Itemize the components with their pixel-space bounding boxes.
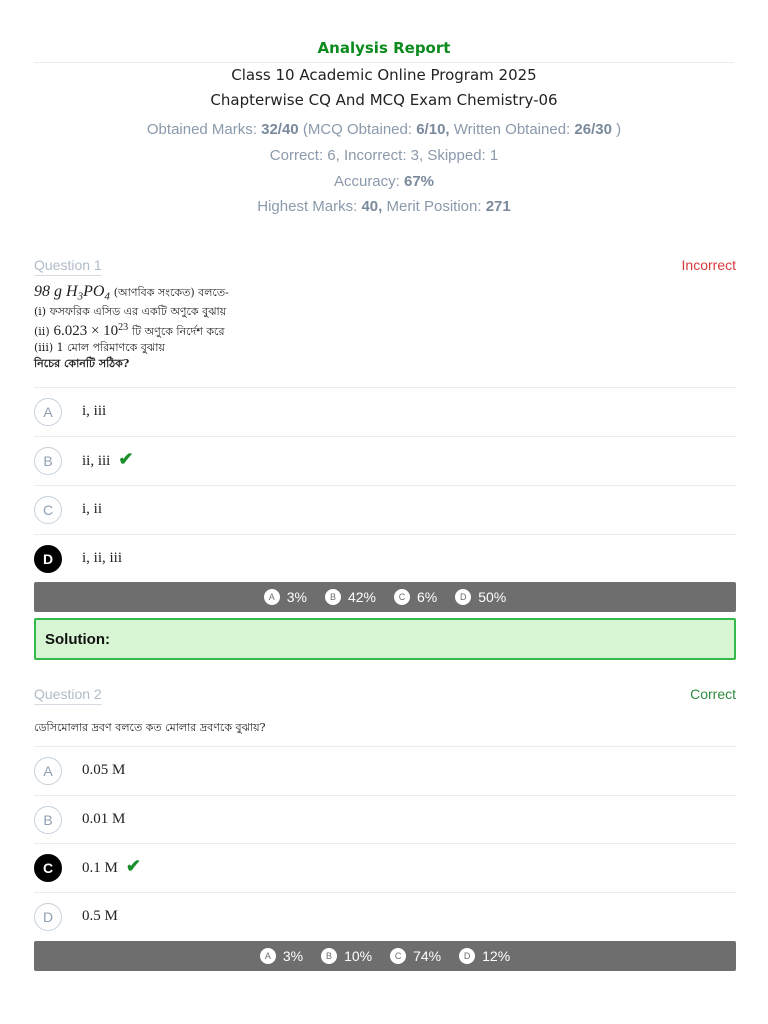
checkmark-icon: ✔ xyxy=(125,856,141,876)
question-1-option-a[interactable] xyxy=(34,387,736,436)
option-letter-b: B xyxy=(34,447,62,475)
question-1-option-b[interactable] xyxy=(34,436,736,485)
program-name: Class 10 Academic Online Program 2025 xyxy=(231,66,537,84)
answer-counts: Correct: 6, Incorrect: 3, Skipped: 1 xyxy=(269,147,499,164)
formula-mass: 98 g H xyxy=(34,283,78,300)
option-text-wrapper xyxy=(82,856,141,877)
option-text: 0.01 M xyxy=(82,811,126,827)
solution-label: Solution: xyxy=(45,631,110,648)
question-1-answer-distribution xyxy=(34,582,736,612)
formula-suffix: (আণবিক সংকেত) বলতে- xyxy=(113,286,229,299)
question-2-status: Correct xyxy=(690,686,736,702)
formula-sub-1: 3 xyxy=(77,290,84,303)
option-letter-d: D xyxy=(34,903,62,931)
distribution-item-a xyxy=(264,589,307,605)
distribution-percent-c: 74% xyxy=(413,948,442,964)
distribution-item-c xyxy=(394,589,437,605)
question-2-label: Question 2 xyxy=(34,686,102,705)
distribution-percent-b: 10% xyxy=(344,948,373,964)
merit-position-label: Merit Position: xyxy=(386,198,482,215)
distribution-item-d xyxy=(455,589,506,605)
question-2-answer-distribution xyxy=(34,941,736,971)
distribution-letter-a: A xyxy=(260,948,276,964)
statement-2-suffix: টি অণুকে নির্দেশ করে xyxy=(132,325,225,339)
option-text: i, iii xyxy=(82,403,107,419)
option-text: 0.1 M xyxy=(82,860,118,876)
distribution-letter-d: D xyxy=(455,589,471,605)
distribution-letter-c: C xyxy=(390,948,406,964)
merit-position-value: 271 xyxy=(485,198,511,215)
distribution-percent-d: 12% xyxy=(482,948,511,964)
question-1-prompt: নিচের কোনটি সঠিক? xyxy=(34,357,130,371)
distribution-item-b xyxy=(325,589,376,605)
question-2-option-a[interactable] xyxy=(34,746,736,795)
checkmark-icon: ✔ xyxy=(118,449,134,469)
option-text: i, ii xyxy=(82,501,103,517)
option-text: ii, iii xyxy=(82,453,111,469)
option-letter-b: B xyxy=(34,806,62,834)
distribution-letter-c: C xyxy=(394,589,410,605)
question-1-solution[interactable] xyxy=(34,618,736,660)
formula-mid: PO xyxy=(83,283,105,300)
distribution-letter-b: B xyxy=(325,589,341,605)
mcq-obtained-value: 6/10, xyxy=(416,121,450,138)
question-1-statement-3: (iii) 1 মোল পরিমাণকে বুঝায় xyxy=(34,341,165,355)
option-text: i, ii, iii xyxy=(82,550,123,566)
option-text-wrapper xyxy=(82,449,134,470)
question-1-option-c[interactable] xyxy=(34,485,736,534)
question-1-option-d[interactable] xyxy=(34,534,736,583)
mcq-obtained-label: (MCQ Obtained: xyxy=(302,121,413,138)
option-text: 0.5 M xyxy=(82,908,118,924)
highest-merit-line xyxy=(0,198,768,215)
accuracy-value: 67% xyxy=(404,173,435,190)
question-2-option-c[interactable] xyxy=(34,843,736,892)
distribution-item-a xyxy=(260,948,303,964)
highest-marks-value: 40, xyxy=(361,198,383,215)
avogadro-number: 6.023 × 10 xyxy=(53,323,119,340)
question-1-status: Incorrect xyxy=(681,257,736,273)
distribution-percent-a: 3% xyxy=(282,948,304,964)
formula-sub-2: 4 xyxy=(104,290,110,303)
question-2-option-d[interactable] xyxy=(34,892,736,941)
option-letter-a: A xyxy=(34,757,62,785)
accuracy-line xyxy=(0,173,768,190)
obtained-marks-label: Obtained Marks: xyxy=(146,121,257,138)
avogadro-exponent: 23 xyxy=(118,322,129,334)
question-1-label: Question 1 xyxy=(34,257,102,276)
highest-marks-label: Highest Marks: xyxy=(257,198,358,215)
option-letter-a: A xyxy=(34,398,62,426)
question-1-statement-2 xyxy=(34,320,229,340)
option-letter-d-selected: D xyxy=(34,545,62,573)
distribution-item-b xyxy=(321,948,372,964)
question-2-option-b[interactable] xyxy=(34,795,736,844)
written-obtained-close: ) xyxy=(616,121,622,138)
written-obtained-value: 26/30 xyxy=(574,121,612,138)
question-1-formula-line xyxy=(34,284,229,304)
distribution-letter-a: A xyxy=(264,589,280,605)
page-title: Analysis Report xyxy=(317,39,451,57)
option-letter-c: C xyxy=(34,496,62,524)
distribution-percent-a: 3% xyxy=(286,589,307,605)
question-2-header xyxy=(34,686,736,706)
distribution-letter-d: D xyxy=(459,948,475,964)
written-obtained-label: Written Obtained: xyxy=(453,121,571,138)
distribution-percent-b: 42% xyxy=(347,589,376,605)
question-1-text xyxy=(34,284,229,372)
distribution-percent-d: 50% xyxy=(478,589,507,605)
distribution-item-d xyxy=(459,948,510,964)
accuracy-label: Accuracy: xyxy=(333,173,400,190)
distribution-letter-b: B xyxy=(321,948,337,964)
header-divider xyxy=(34,62,734,63)
question-1-header xyxy=(34,257,736,277)
obtained-marks-value: 32/40 xyxy=(261,121,299,138)
distribution-item-c xyxy=(390,948,441,964)
exam-name: Chapterwise CQ And MCQ Exam Chemistry-06 xyxy=(210,91,558,109)
question-1-statement-1: (i) ফসফরিক এসিড এর একটি অণুকে বুঝায় xyxy=(34,305,227,319)
obtained-marks-line xyxy=(0,121,768,138)
question-2-text: ডেসিমোলার দ্রবণ বলতে কত মোলার দ্রবণকে বুঝায়? xyxy=(34,721,266,734)
distribution-percent-c: 6% xyxy=(417,589,438,605)
statement-2-prefix: (ii) xyxy=(34,325,50,339)
option-letter-c-selected: C xyxy=(34,854,62,882)
option-text: 0.05 M xyxy=(82,762,126,778)
